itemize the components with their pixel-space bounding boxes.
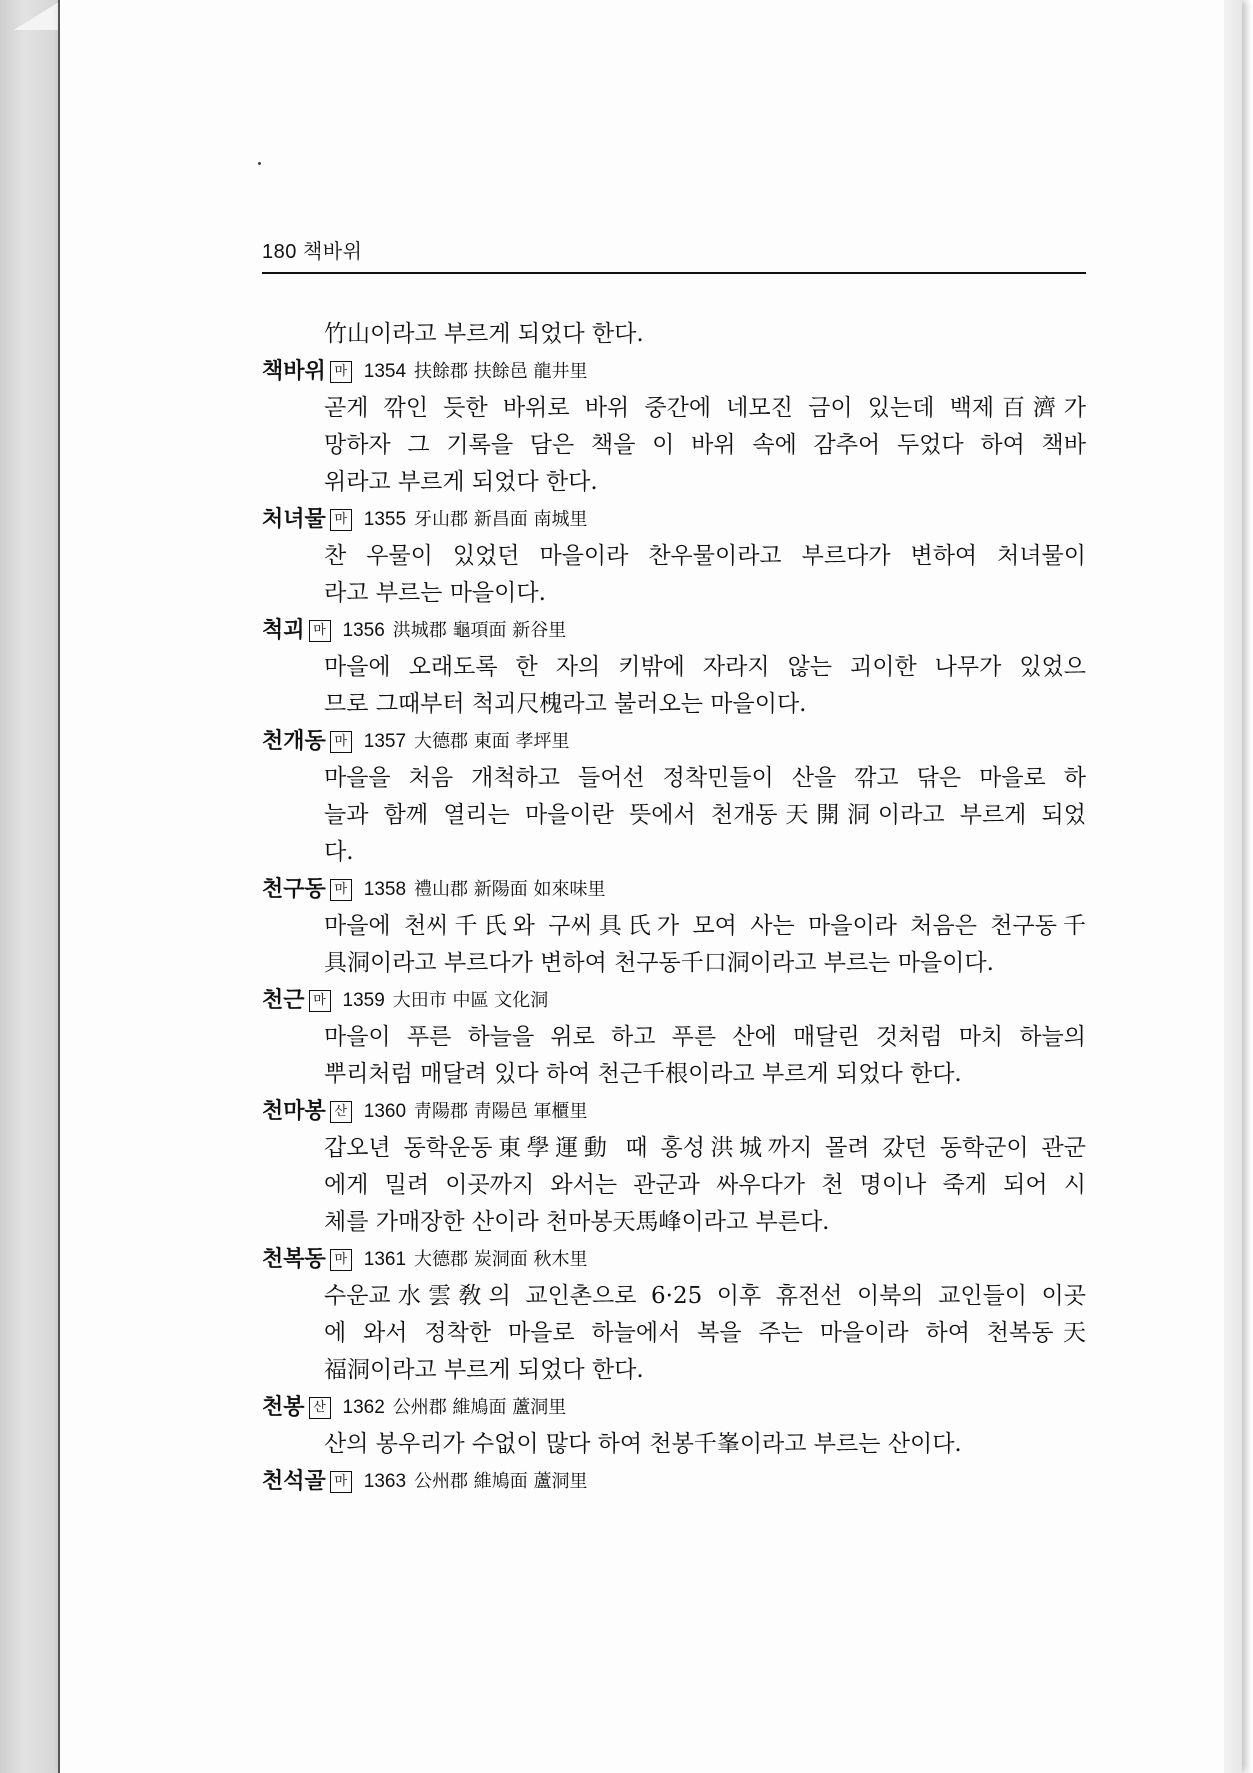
entry-text-line: 늘과 함께 열리는 마을이란 뜻에서 천개동天開洞이라고 부르게 되었 [324, 802, 1086, 828]
speck-mark [258, 162, 261, 165]
entry-number: 1359 [342, 990, 385, 1011]
entry-text-line: 마을에 오래도록 한 자의 키밖에 자라지 않는 괴이한 나무가 있었으 [324, 654, 1086, 680]
entry-location: 大田市 中區 文化洞 [392, 990, 549, 1011]
entry-text-line: 마을에 천씨千氏와 구씨具氏가 모여 사는 마을이라 처음은 천구동千 [324, 913, 1086, 939]
entry-text-line: 福洞이라고 부르게 되었다 한다. [324, 1357, 644, 1383]
dictionary-content [262, 316, 1086, 1500]
village-badge-icon: 마 [330, 361, 352, 383]
entry-location: 扶餘郡 扶餘邑 龍井里 [414, 361, 588, 382]
entry-location: 靑陽郡 靑陽邑 軍櫃里 [414, 1101, 588, 1122]
mountain-badge-icon: 산 [309, 1397, 331, 1419]
entry-header [262, 353, 1086, 390]
entry-number: 1360 [363, 1101, 407, 1122]
village-badge-icon: 마 [330, 879, 352, 901]
entry-number: 1361 [363, 1249, 407, 1270]
entry-number: 1358 [363, 879, 407, 900]
entry-header [262, 1093, 1086, 1130]
entry-header [262, 871, 1086, 908]
entry-name: 천석골 [262, 1469, 326, 1494]
village-badge-icon: 마 [330, 731, 352, 753]
entry-text-line: 마을을 처음 개척하고 들어선 정착민들이 산을 깎고 닦은 마을로 하 [324, 765, 1086, 791]
entry-text-line: 위라고 부르게 되었다 한다. [324, 469, 598, 495]
entry-location: 大德郡 東面 孝坪里 [414, 731, 570, 752]
header-text [262, 235, 362, 264]
entry-text-line: 망하자 그 기록을 담은 책을 이 바위 속에 감추어 두었다 하여 책바 [324, 432, 1086, 458]
entry-location: 洪城郡 龜項面 新谷里 [392, 620, 567, 641]
entry-number: 1356 [342, 620, 385, 641]
entry-number: 1355 [363, 509, 407, 530]
running-header [262, 232, 1086, 274]
village-badge-icon: 마 [330, 1471, 352, 1493]
entry-text-line: 체를 가매장한 산이라 천마봉天馬峰이라고 부른다. [324, 1209, 830, 1235]
entry-name: 천복동 [262, 1247, 326, 1272]
entry-text-line: 에 와서 정착한 마을로 하늘에서 복을 주는 마을이라 하여 천복동天 [324, 1320, 1086, 1346]
entry-name: 천근 [262, 988, 305, 1013]
entry-text-line: 에게 밀려 이곳까지 와서는 관군과 싸우다가 천 명이나 죽게 되어 시 [324, 1172, 1086, 1198]
entry-header [262, 723, 1086, 760]
entry-header [262, 982, 1086, 1019]
entry-text-line: 다. [324, 839, 354, 865]
entry-location: 公州郡 維鳩面 蘆洞里 [414, 1471, 588, 1492]
entry-text-line: 마을이 푸른 하늘을 위로 하고 푸른 산에 매달린 것처럼 마치 하늘의 [324, 1024, 1086, 1050]
page-edge [1224, 0, 1242, 1773]
entry-name: 처녀물 [262, 507, 326, 532]
entry-header [262, 1241, 1086, 1278]
village-badge-icon: 마 [309, 620, 331, 642]
entry-location: 牙山郡 新昌面 南城里 [414, 509, 588, 530]
village-badge-icon: 마 [330, 509, 352, 531]
book-spine [0, 0, 62, 1773]
entry-name: 천구동 [262, 877, 326, 902]
entry-header [262, 612, 1086, 649]
entry-header [262, 501, 1086, 538]
entry-header [262, 1463, 1086, 1500]
section-title: 책바위 [302, 241, 363, 263]
village-badge-icon: 마 [330, 1249, 352, 1271]
entry-text-line: 뿌리처럼 매달려 있다 하여 천근千根이라고 부르게 되었다 한다. [324, 1061, 962, 1087]
entry-number: 1357 [363, 731, 407, 752]
entry-name: 천봉 [262, 1395, 305, 1420]
entry-text-line: 므로 그때부터 척괴尺槐라고 불러오는 마을이다. [324, 691, 807, 717]
entry-name: 천개동 [262, 729, 326, 754]
entry-name: 책바위 [262, 359, 326, 384]
entry-text-line: 라고 부르는 마을이다. [324, 580, 546, 606]
mountain-badge-icon: 산 [330, 1101, 352, 1123]
entry-text-line: 具洞이라고 부르다가 변하여 천구동千口洞이라고 부르는 마을이다. [324, 950, 994, 976]
entry-location: 禮山郡 新陽面 如來味里 [414, 879, 606, 900]
entry-text-line: 찬 우물이 있었던 마을이라 찬우물이라고 부르다가 변하여 처녀물이 [324, 543, 1087, 569]
entry-text-line: 산의 봉우리가 수없이 많다 하여 천봉千峯이라고 부르는 산이다. [324, 1431, 962, 1457]
village-badge-icon: 마 [309, 990, 331, 1012]
entry-name: 척괴 [262, 618, 305, 643]
page-number: 180 [262, 241, 297, 263]
entry-number: 1363 [363, 1471, 407, 1492]
entry-header [262, 1389, 1086, 1426]
continuation-line: 竹山이라고 부르게 되었다 한다. [324, 321, 644, 347]
entry-number: 1362 [342, 1397, 385, 1418]
entry-location: 大德郡 炭洞面 秋木里 [414, 1249, 588, 1270]
entry-location: 公州郡 維鳩面 蘆洞里 [392, 1397, 567, 1418]
entry-text-line: 갑오년 동학운동東學運動 때 홍성洪城까지 몰려 갔던 동학군이 관군 [324, 1135, 1086, 1161]
entry-text-line: 곧게 깎인 듯한 바위로 바위 중간에 네모진 금이 있는데 백제百濟가 [324, 395, 1086, 421]
entry-text-line: 수운교水雲敎의 교인촌으로 6·25 이후 휴전선 이북의 교인들이 이곳 [324, 1283, 1086, 1309]
entry-name: 천마봉 [262, 1099, 326, 1124]
entry-number: 1354 [363, 361, 407, 382]
